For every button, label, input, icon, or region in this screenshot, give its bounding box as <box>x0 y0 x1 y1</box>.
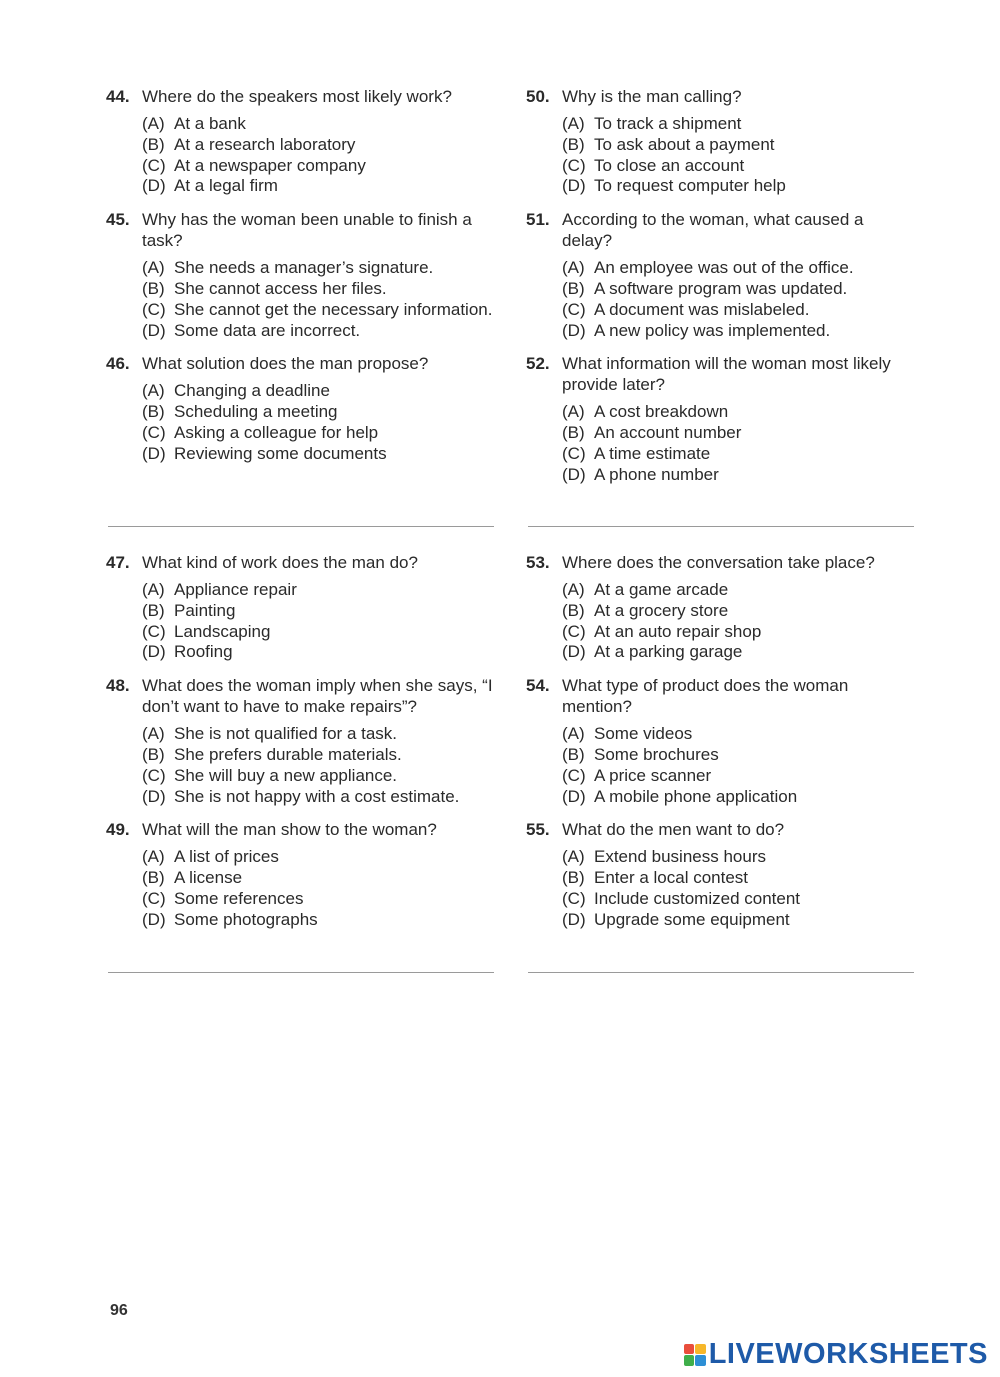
option-text: She needs a manager’s signature. <box>174 258 434 278</box>
answer-option <box>142 745 496 766</box>
answer-option <box>562 402 916 423</box>
option-letter: (D) <box>562 176 586 196</box>
answer-option <box>142 910 496 931</box>
answer-option <box>142 724 496 745</box>
answer-options <box>142 847 496 930</box>
answer-option <box>562 321 916 342</box>
question-text: What will the man show to the woman? <box>142 820 437 840</box>
question-header <box>106 86 496 107</box>
option-letter: (C) <box>562 443 586 463</box>
question-header <box>106 675 496 717</box>
answer-options <box>562 258 916 341</box>
answer-option <box>142 642 496 663</box>
liveworksheets-logo-icon <box>684 1344 706 1366</box>
question-44 <box>106 86 496 197</box>
answer-option <box>562 847 916 868</box>
option-text: An employee was out of the office. <box>594 258 854 278</box>
question-number: 54. <box>526 676 550 696</box>
question-header <box>526 819 916 840</box>
question-45 <box>106 209 496 341</box>
option-letter: (B) <box>142 868 165 888</box>
option-letter: (C) <box>142 155 166 175</box>
option-letter: (C) <box>562 621 586 641</box>
option-text: A new policy was implemented. <box>594 320 831 340</box>
answer-options <box>142 724 496 807</box>
answer-option <box>142 889 496 910</box>
logo-tile <box>695 1344 706 1355</box>
column-right-top <box>526 86 916 498</box>
option-text: Painting <box>174 600 236 620</box>
option-letter: (C) <box>142 299 166 319</box>
column-left-top <box>106 86 496 477</box>
question-number: 52. <box>526 354 550 374</box>
answer-option <box>142 580 496 601</box>
option-text: At an auto repair shop <box>594 621 762 641</box>
answer-option <box>142 766 496 787</box>
answer-option <box>562 423 916 444</box>
page-number: 96 <box>110 1302 128 1319</box>
option-letter: (B) <box>142 278 165 298</box>
option-letter: (D) <box>142 176 166 196</box>
answer-option <box>562 642 916 663</box>
question-text: What do the men want to do? <box>562 820 785 840</box>
answer-option <box>562 601 916 622</box>
question-number: 53. <box>526 553 550 572</box>
option-text: Upgrade some equipment <box>594 909 790 929</box>
question-header <box>526 552 916 573</box>
option-letter: (A) <box>142 580 165 599</box>
question-55 <box>526 819 916 930</box>
option-text: Some references <box>174 888 304 908</box>
divider-line <box>528 526 914 527</box>
answer-option <box>142 135 496 156</box>
option-text: At a game arcade <box>594 580 729 599</box>
question-number: 50. <box>526 87 550 106</box>
option-letter: (A) <box>562 580 585 599</box>
question-50 <box>526 86 916 197</box>
option-letter: (C) <box>562 299 586 319</box>
question-header <box>526 86 916 107</box>
option-letter: (D) <box>562 909 586 929</box>
option-letter: (B) <box>562 278 585 298</box>
liveworksheets-brand[interactable] <box>684 1340 988 1369</box>
question-number: 47. <box>106 553 130 572</box>
option-text: Some data are incorrect. <box>174 320 361 340</box>
option-text: Some videos <box>594 724 693 744</box>
option-text: She prefers durable materials. <box>174 744 402 764</box>
option-letter: (B) <box>562 868 585 888</box>
answer-option <box>142 300 496 321</box>
option-text: She cannot access her files. <box>174 278 387 298</box>
option-letter: (D) <box>562 642 586 662</box>
answer-option <box>562 135 916 156</box>
option-letter: (B) <box>142 134 165 154</box>
answer-option <box>562 910 916 931</box>
option-text: To track a shipment <box>594 114 742 133</box>
option-letter: (A) <box>142 258 165 278</box>
column-right-bottom <box>526 552 916 943</box>
option-text: Include customized content <box>594 888 801 908</box>
question-text: What kind of work does the man do? <box>142 553 418 572</box>
answer-option <box>142 258 496 279</box>
logo-tile <box>695 1355 706 1366</box>
answer-option <box>562 300 916 321</box>
question-54 <box>526 675 916 807</box>
option-text: Scheduling a meeting <box>174 402 338 422</box>
question-text: What solution does the man propose? <box>142 354 429 374</box>
question-51 <box>526 209 916 341</box>
answer-options <box>142 258 496 341</box>
option-letter: (A) <box>142 381 165 401</box>
option-text: A mobile phone application <box>594 786 798 806</box>
answer-option <box>562 580 916 601</box>
question-number: 44. <box>106 87 130 106</box>
answer-option <box>142 279 496 300</box>
option-letter: (D) <box>142 443 166 463</box>
option-letter: (A) <box>562 258 585 278</box>
option-text: To close an account <box>594 155 745 175</box>
option-letter: (A) <box>562 847 585 867</box>
question-header <box>106 209 496 251</box>
question-text: Where do the speakers most likely work? <box>142 87 452 106</box>
option-text: A software program was updated. <box>594 278 848 298</box>
option-text: At a parking garage <box>594 642 743 662</box>
logo-tile <box>684 1355 695 1366</box>
option-letter: (D) <box>562 320 586 340</box>
option-letter: (C) <box>562 155 586 175</box>
option-letter: (A) <box>562 114 585 133</box>
option-letter: (B) <box>142 402 165 422</box>
answer-option <box>142 114 496 135</box>
answer-option <box>142 321 496 342</box>
question-46 <box>106 353 496 464</box>
question-number: 55. <box>526 820 550 840</box>
question-text: Why has the woman been unable to finish a task? <box>142 210 472 251</box>
option-text: To request computer help <box>594 176 786 196</box>
question-header <box>106 819 496 840</box>
option-text: A time estimate <box>594 443 711 463</box>
question-number: 48. <box>106 676 130 696</box>
question-header <box>526 209 916 251</box>
question-header <box>106 552 496 573</box>
question-number: 51. <box>526 210 550 230</box>
option-letter: (D) <box>142 642 166 662</box>
question-text: What type of product does the woman mention? <box>562 676 849 717</box>
option-text: A phone number <box>594 464 719 484</box>
option-text: She will buy a new appliance. <box>174 765 398 785</box>
question-49 <box>106 819 496 930</box>
answer-option <box>142 381 496 402</box>
option-letter: (B) <box>562 744 585 764</box>
answer-option <box>562 745 916 766</box>
option-text: At a grocery store <box>594 600 729 620</box>
option-letter: (D) <box>142 786 166 806</box>
option-text: She is not qualified for a task. <box>174 724 398 744</box>
answer-option <box>562 787 916 808</box>
option-text: To ask about a payment <box>594 134 775 154</box>
question-header <box>526 675 916 717</box>
question-text: What does the woman imply when she says, “I don’t want to have to make repairs”? <box>142 676 493 717</box>
divider-line <box>528 972 914 973</box>
option-text: She is not happy with a cost estimate. <box>174 786 460 806</box>
option-text: A license <box>174 868 243 888</box>
answer-option <box>562 114 916 135</box>
answer-option <box>562 465 916 486</box>
question-header <box>526 353 916 395</box>
option-text: A list of prices <box>174 847 279 867</box>
answer-options <box>142 580 496 663</box>
answer-option <box>562 156 916 177</box>
option-text: She cannot get the necessary information. <box>174 299 493 319</box>
answer-option <box>142 423 496 444</box>
option-letter: (B) <box>142 744 165 764</box>
option-letter: (C) <box>142 888 166 908</box>
answer-option <box>142 444 496 465</box>
option-letter: (C) <box>142 422 166 442</box>
answer-options <box>562 847 916 930</box>
question-number: 45. <box>106 210 130 230</box>
option-letter: (A) <box>142 114 165 133</box>
question-text: What information will the woman most likely provide later? <box>562 354 891 395</box>
answer-option <box>142 402 496 423</box>
question-text: Where does the conversation take place? <box>562 553 875 572</box>
option-letter: (B) <box>562 600 585 620</box>
option-text: Landscaping <box>174 621 271 641</box>
option-text: A price scanner <box>594 765 712 785</box>
option-letter: (B) <box>562 134 585 154</box>
question-text: According to the woman, what caused a delay? <box>562 210 864 251</box>
answer-option <box>562 622 916 643</box>
option-letter: (B) <box>142 600 165 620</box>
answer-options <box>562 402 916 485</box>
option-text: A cost breakdown <box>594 402 729 422</box>
option-letter: (C) <box>142 621 166 641</box>
option-text: Changing a deadline <box>174 381 330 401</box>
logo-tile <box>684 1344 695 1355</box>
answer-option <box>142 622 496 643</box>
option-text: Reviewing some documents <box>174 443 387 463</box>
option-letter: (A) <box>142 847 165 867</box>
answer-options <box>562 724 916 807</box>
option-letter: (C) <box>562 765 586 785</box>
option-letter: (C) <box>562 888 586 908</box>
answer-option <box>142 176 496 197</box>
option-text: Some brochures <box>594 744 719 764</box>
option-text: A document was mislabeled. <box>594 299 810 319</box>
option-text: Appliance repair <box>174 580 297 599</box>
question-47 <box>106 552 496 663</box>
option-text: Extend business hours <box>594 847 766 867</box>
option-text: At a research laboratory <box>174 134 356 154</box>
option-letter: (A) <box>142 724 165 744</box>
option-letter: (B) <box>562 423 585 443</box>
brand-wordmark: LIVEWORKSHEETS <box>708 1338 988 1370</box>
divider-line <box>108 972 494 973</box>
question-number: 49. <box>106 820 130 840</box>
option-text: Asking a colleague for help <box>174 422 379 442</box>
option-text: At a bank <box>174 114 246 133</box>
question-48 <box>106 675 496 807</box>
answer-option <box>562 279 916 300</box>
answer-option <box>562 258 916 279</box>
answer-option <box>142 156 496 177</box>
answer-options <box>562 114 916 197</box>
question-53 <box>526 552 916 663</box>
option-letter: (D) <box>562 786 586 806</box>
option-text: At a legal firm <box>174 176 278 196</box>
answer-option <box>562 766 916 787</box>
option-text: At a newspaper company <box>174 155 366 175</box>
answer-option <box>142 601 496 622</box>
option-letter: (A) <box>562 724 585 744</box>
question-text: Why is the man calling? <box>562 87 742 106</box>
question-header <box>106 353 496 374</box>
answer-option <box>562 444 916 465</box>
option-letter: (D) <box>562 464 586 484</box>
option-letter: (D) <box>142 320 166 340</box>
answer-option <box>142 868 496 889</box>
column-left-bottom <box>106 552 496 943</box>
option-text: An account number <box>594 423 742 443</box>
answer-option <box>562 176 916 197</box>
divider-line <box>108 526 494 527</box>
answer-option <box>142 847 496 868</box>
question-number: 46. <box>106 354 130 374</box>
option-letter: (D) <box>142 909 166 929</box>
answer-option <box>142 787 496 808</box>
answer-options <box>562 580 916 663</box>
answer-options <box>142 381 496 464</box>
option-text: Roofing <box>174 642 233 662</box>
question-52 <box>526 353 916 485</box>
option-text: Enter a local contest <box>594 868 749 888</box>
answer-option <box>562 724 916 745</box>
option-letter: (A) <box>562 402 585 422</box>
option-letter: (C) <box>142 765 166 785</box>
option-text: Some photographs <box>174 909 318 929</box>
answer-option <box>562 889 916 910</box>
answer-option <box>562 868 916 889</box>
answer-options <box>142 114 496 197</box>
